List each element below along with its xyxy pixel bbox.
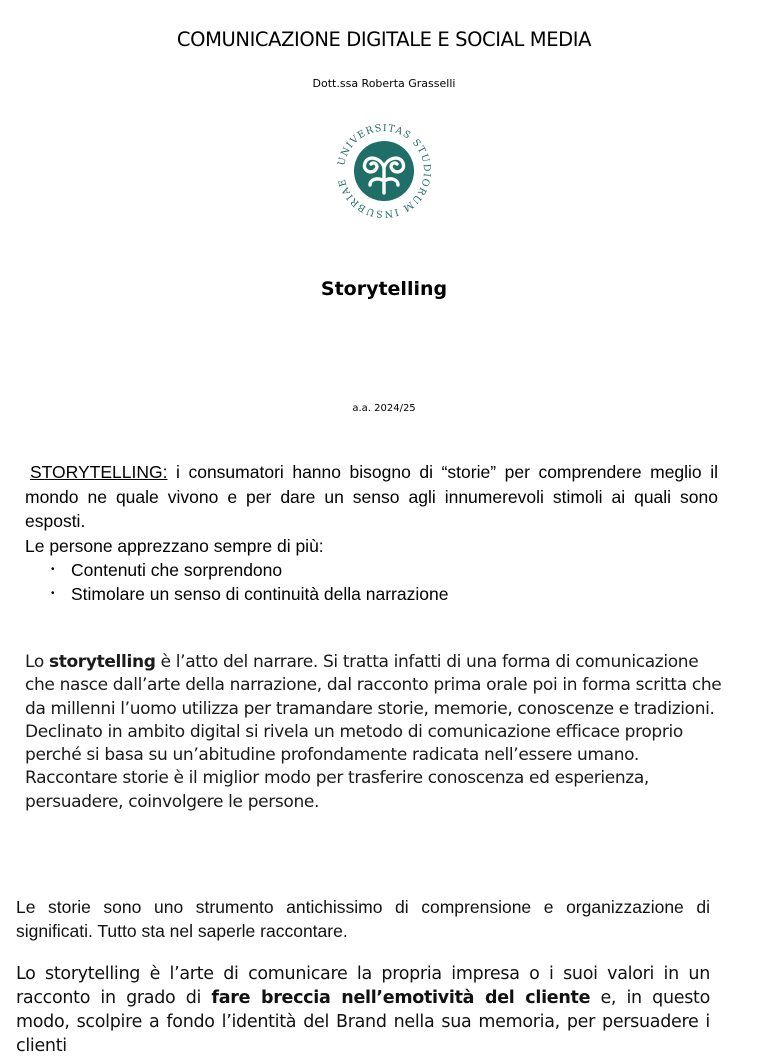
storytelling-definition-section (25, 651, 725, 814)
brand-paragraph: Lo storytelling è l’arte di comunicare la propria impresa o i suoi valori in un racconto in grado di fare breccia nell’emotività del cliente e, in questo modo, scolpire a fondo l’identità del Brand nella sua memoria, per persuadere i clienti (16, 964, 710, 1056)
topic-title: Storytelling (320, 278, 448, 300)
stories-paragraph: Le storie sono uno strumento antichissimo di comprensione e organizzazione di significati. Tutto sta nel saperle raccontare. (16, 897, 710, 941)
storytelling-lead: STORYTELLING: (30, 462, 168, 482)
bullet-list (25, 558, 718, 606)
storytelling-intro-section (25, 460, 718, 606)
bullet-icon: • (51, 588, 55, 599)
intro-text: i consumatori hanno bisogno di “storie” per comprendere meglio il mondo ne quale vivono e per dare un senso agli innumerevoli stimoli ai quali sono esposti. (25, 462, 718, 531)
digital-paragraph: Declinato in ambito digital si rivela un metodo di comunicazione efficace proprio perché si basa su un’abitudine profondamente radicata nell’essere umano. Raccontare storie è il miglior modo per trasferire conoscenza ed esperienza, persuadere, coinvolgere le persone. (25, 721, 683, 812)
course-title: COMUNICAZIONE DIGITALE E SOCIAL MEDIA (176, 28, 592, 51)
university-seal-logo (334, 121, 434, 221)
list-item: • Contenuti che sorprendono (51, 560, 283, 580)
list-item: • Stimolare un senso di continuità della narrazione (51, 584, 449, 604)
definition-paragraph: Lo storytelling è l’atto del narrare. Si tratta infatti di una forma di comunicazione che nasce dall’arte della narrazione, dal racconto prima orale poi in forma scritta che da millenni l’uomo utilizza per tramandare storie, memorie, conoscenze e tradizioni. (25, 652, 722, 719)
bullet-icon: • (51, 564, 55, 575)
intro-paragraph (25, 460, 718, 534)
subheading: Le persone apprezzano sempre di più: (25, 535, 324, 556)
seal-icon (334, 121, 434, 221)
seal-text: UNIVERSITAS STUDIORUM INSUBRIAE (336, 122, 433, 220)
academic-year: a.a. 2024/25 (352, 403, 416, 414)
author-name: Dott.ssa Roberta Grasselli (312, 77, 456, 90)
